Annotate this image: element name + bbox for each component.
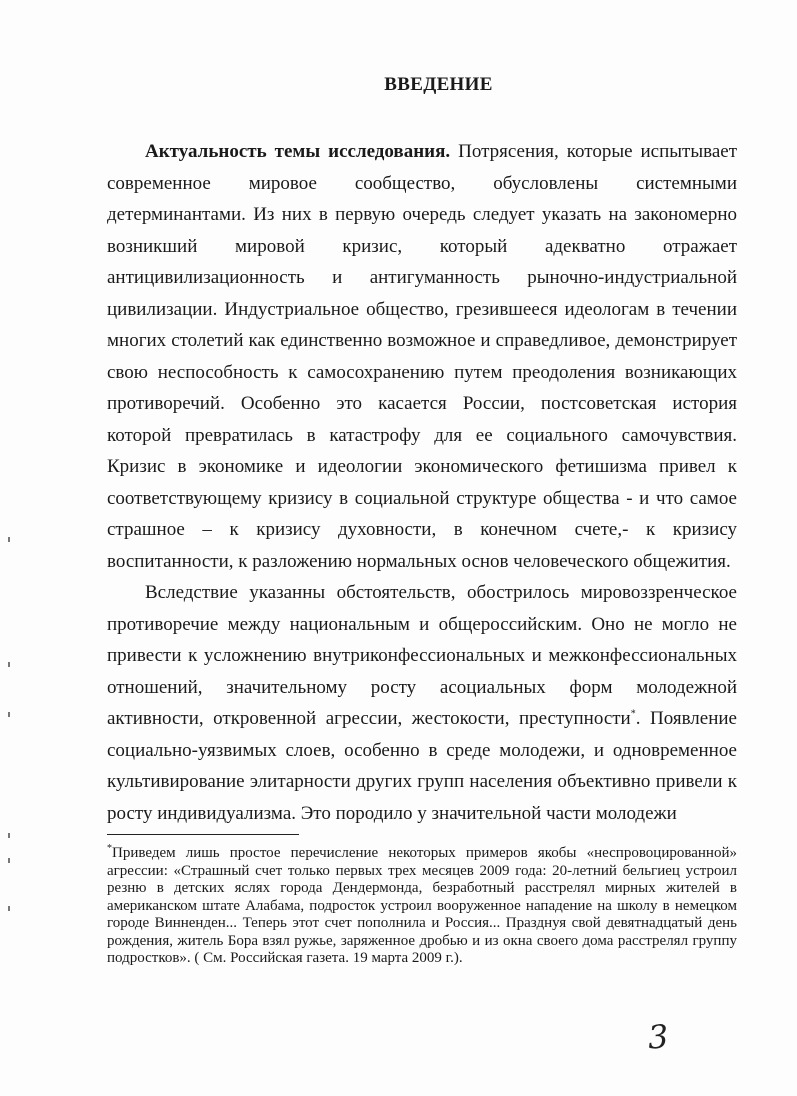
scan-speck (8, 906, 10, 911)
paragraph-1-text: Потрясения, которые испытывает современное мировое сообщество, обусловлены системными детерминантами. Из них в первую очередь следует указать на закономерно возникший мировой кризис, который адекватно отражает антицивилизационность и антигуманность рыночно-индустриальной цивилизации. Индустриальное общество, грезившееся идеологам в течении многих столетий как единственно возможное и справедливое, демонстрирует свою неспособность к самосохранению путем преодоления возникающих противоречий. Особенно это касается России, постсоветская история которой превратилась в катастрофу для ее социального самочувствия. Кризис в экономике и идеологии экономического фетишизма привел к соответствующему кризису в социальной структуре общества - и что самое страшное – к кризису духовности, в конечном счете,- к кризису воспитанности, к разложению нормальных основ человеческого общежития. (107, 141, 737, 572)
page-title: ВВЕДЕНИЕ (384, 74, 493, 95)
footnote-text: Приведем лишь простое перечисление некоторых примеров якобы «неспровоцированной» агрессии: «Страшный счет только первых трех месяцев 2009 года: 20-летний бельгиец устроил резню в детских яслях города Дендермонда, безработный расстрелял мирных жителей в американском штате Алабама, подросток устроил вооруженное нападение на школу в немецком городе Винненден... Теперь этот счет пополнила и Россия... Празднуя свой девятнадцатый день рождения, житель Бора взял ружье, заряженное дробью и из окна своего дома расстрелял группу подростков». ( См. Российская газета. 19 марта 2009 г.). (107, 845, 737, 966)
footnote-reference: * (630, 708, 636, 720)
scan-speck (8, 537, 10, 542)
scan-speck (8, 662, 10, 667)
paragraph-2 (107, 577, 737, 829)
scan-speck (8, 712, 10, 717)
page-number: 3 (646, 1017, 670, 1057)
scan-speck (8, 833, 10, 838)
paragraph-2-text-before-note: Вследствие указанны обстоятельств, обострилось мировоззренческое противоречие между национальным и общероссийским. Оно не могло не привести к усложнению внутриконфессиональных и межконфессиональных отношений, значительному росту асоциальных форм молодежной активности, откровенной агрессии, жестокости, преступности (107, 582, 737, 729)
scan-speck (8, 858, 10, 863)
footnote (107, 845, 737, 968)
footnote-mark: * (107, 843, 112, 854)
footnote-divider (107, 834, 299, 835)
paragraph-2-text-after-note: . Появление социально-уязвимых слоев, особенно в среде молодежи, и одновременное культивирование элитарности других групп населения объективно привели к росту индивидуализма. Это породило у значительной части молодежи (107, 708, 737, 824)
main-text (107, 136, 737, 829)
paragraph-1 (107, 136, 737, 577)
paragraph-1-lead: Актуальность темы исследования. (145, 141, 451, 162)
